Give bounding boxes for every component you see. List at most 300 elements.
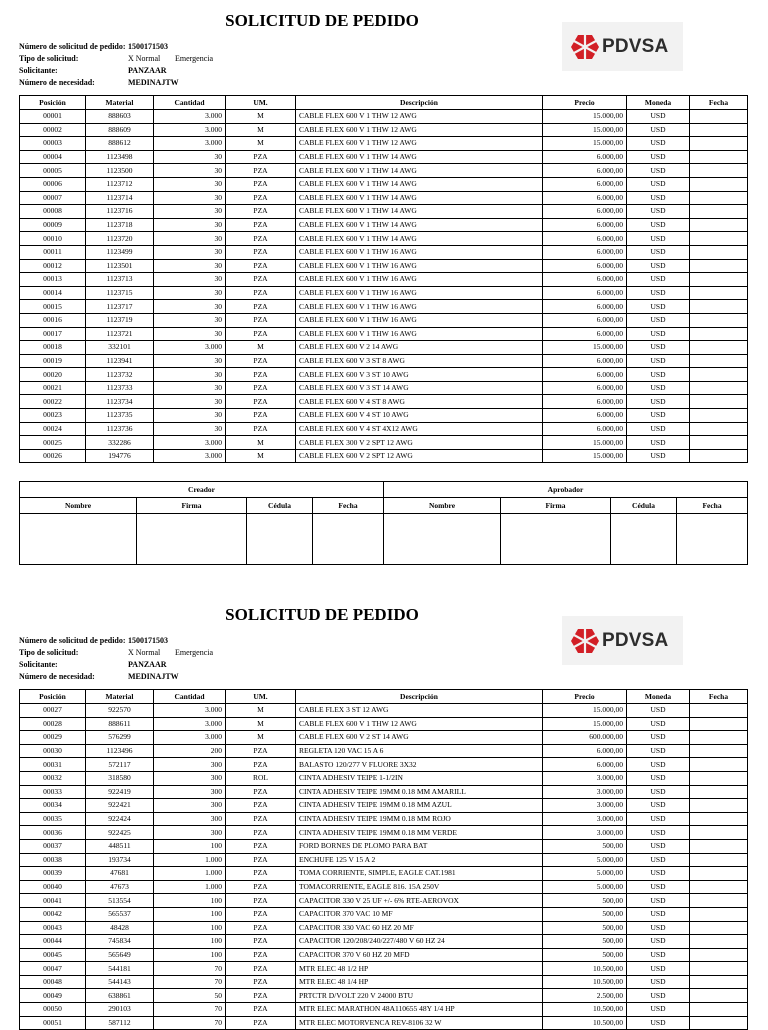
necesidad-value: MEDINAJTW — [128, 78, 179, 87]
cell-precio: 6.000,00 — [543, 286, 627, 300]
page-title: SOLICITUD DE PEDIDO — [225, 605, 419, 624]
cell-precio: 15.000,00 — [543, 436, 627, 450]
cell-posicion: 00021 — [20, 381, 86, 395]
sig-col-fecha: Fecha — [313, 498, 384, 514]
cell-posicion: 00009 — [20, 218, 86, 232]
cell-posicion: 00033 — [20, 785, 86, 799]
col-header-material: Material — [86, 690, 154, 704]
tipo-value: X Normal — [128, 648, 161, 657]
cell-cantidad: 300 — [154, 812, 226, 826]
table-row — [20, 449, 748, 463]
cell-cantidad: 3.000 — [154, 717, 226, 731]
table-row — [20, 839, 748, 853]
cell-posicion: 00036 — [20, 826, 86, 840]
cell-fecha — [690, 826, 748, 840]
cell-cantidad: 70 — [154, 1016, 226, 1030]
table-row — [20, 150, 748, 164]
cell-fecha — [690, 921, 748, 935]
cell-cantidad: 100 — [154, 839, 226, 853]
signature-fields-row — [20, 514, 748, 565]
cell-um: PZA — [226, 150, 296, 164]
cell-posicion: 00050 — [20, 1003, 86, 1017]
cell-um: M — [226, 110, 296, 124]
cell-um: M — [226, 449, 296, 463]
table-row — [20, 354, 748, 368]
cell-descripcion: CAPACITOR 330 VAC 60 HZ 20 MF — [296, 921, 543, 935]
cell-moneda: USD — [627, 205, 690, 219]
table-row — [20, 731, 748, 745]
cell-cantidad: 30 — [154, 354, 226, 368]
cell-fecha — [690, 123, 748, 137]
items-table — [19, 95, 748, 463]
cell-descripcion: CABLE FLEX 600 V 1 THW 12 AWG — [296, 110, 543, 124]
cell-descripcion: CAPACITOR 330 V 25 UF +/- 6% RTE-AEROVOX — [296, 894, 543, 908]
cell-descripcion: CABLE FLEX 600 V 2 ST 14 AWG — [296, 731, 543, 745]
cell-um: PZA — [226, 758, 296, 772]
cell-um: PZA — [226, 894, 296, 908]
necesidad-label: Número de necesidad: — [19, 672, 95, 681]
cell-posicion: 00014 — [20, 286, 86, 300]
cell-um: PZA — [226, 381, 296, 395]
cell-precio: 10.500,00 — [543, 975, 627, 989]
cell-um: M — [226, 341, 296, 355]
cell-material: 1123717 — [86, 300, 154, 314]
col-header-fecha: Fecha — [690, 96, 748, 110]
creador-cedula-field[interactable] — [247, 514, 313, 565]
cell-material: 745834 — [86, 935, 154, 949]
cell-posicion: 00020 — [20, 368, 86, 382]
cell-material: 1123941 — [86, 354, 154, 368]
cell-descripcion: MTR ELEC MOTORVENCA REV-8106 32 W — [296, 1016, 543, 1030]
table-row — [20, 758, 748, 772]
col-header-moneda: Moneda — [627, 96, 690, 110]
signature-group-row — [20, 482, 748, 498]
logo-text: PDVSA — [602, 36, 669, 57]
cell-um: ROL — [226, 771, 296, 785]
cell-moneda: USD — [627, 218, 690, 232]
cell-cantidad: 100 — [154, 921, 226, 935]
cell-um: PZA — [226, 853, 296, 867]
cell-precio: 6.000,00 — [543, 205, 627, 219]
cell-fecha — [690, 785, 748, 799]
cell-moneda: USD — [627, 191, 690, 205]
cell-cantidad: 100 — [154, 948, 226, 962]
cell-fecha — [690, 395, 748, 409]
col-header-material: Material — [86, 96, 154, 110]
col-header-moneda: Moneda — [627, 690, 690, 704]
table-row — [20, 313, 748, 327]
cell-moneda: USD — [627, 731, 690, 745]
items-table — [19, 689, 748, 1030]
cell-moneda: USD — [627, 894, 690, 908]
cell-descripcion: CINTA ADHESIV TEIPE 19MM 0.18 MM ROJO — [296, 812, 543, 826]
table-row — [20, 935, 748, 949]
cell-fecha — [690, 381, 748, 395]
cell-fecha — [690, 812, 748, 826]
cell-material: 572117 — [86, 758, 154, 772]
cell-fecha — [690, 962, 748, 976]
cell-precio: 10.500,00 — [543, 1003, 627, 1017]
cell-material: 1123734 — [86, 395, 154, 409]
cell-cantidad: 30 — [154, 164, 226, 178]
sig-col-cedula-aprobador: Cédula — [611, 498, 677, 514]
cell-fecha — [690, 935, 748, 949]
cell-precio: 15.000,00 — [543, 717, 627, 731]
cell-moneda: USD — [627, 948, 690, 962]
cell-precio: 15.000,00 — [543, 341, 627, 355]
cell-posicion: 00017 — [20, 327, 86, 341]
cell-descripcion: CABLE FLEX 600 V 3 ST 8 AWG — [296, 354, 543, 368]
cell-precio: 5.000,00 — [543, 867, 627, 881]
table-row — [20, 341, 748, 355]
cell-descripcion: CABLE FLEX 600 V 1 THW 12 AWG — [296, 717, 543, 731]
table-row — [20, 704, 748, 718]
table-row — [20, 436, 748, 450]
table-row — [20, 381, 748, 395]
cell-precio: 6.000,00 — [543, 354, 627, 368]
cell-descripcion: REGLETA 120 VAC 15 A 6 — [296, 744, 543, 758]
cell-cantidad: 70 — [154, 962, 226, 976]
cell-moneda: USD — [627, 259, 690, 273]
cell-cantidad: 70 — [154, 1003, 226, 1017]
cell-um: PZA — [226, 409, 296, 423]
cell-moneda: USD — [627, 436, 690, 450]
cell-precio: 500,00 — [543, 921, 627, 935]
cell-um: PZA — [226, 300, 296, 314]
cell-cantidad: 100 — [154, 935, 226, 949]
cell-precio: 600.000,00 — [543, 731, 627, 745]
cell-material: 1123496 — [86, 744, 154, 758]
aprobador-nombre-field[interactable] — [384, 514, 501, 565]
signature-col-row — [20, 498, 748, 514]
cell-fecha — [690, 989, 748, 1003]
cell-cantidad: 3.000 — [154, 704, 226, 718]
table-row — [20, 232, 748, 246]
cell-descripcion: TOMACORRIENTE, EAGLE 816. 15A 250V — [296, 880, 543, 894]
cell-precio: 15.000,00 — [543, 110, 627, 124]
cell-moneda: USD — [627, 110, 690, 124]
cell-cantidad: 1.000 — [154, 880, 226, 894]
cell-posicion: 00026 — [20, 449, 86, 463]
col-header-fecha: Fecha — [690, 690, 748, 704]
cell-um: M — [226, 731, 296, 745]
cell-posicion: 00027 — [20, 704, 86, 718]
numero-value: 1500171503 — [128, 42, 168, 51]
cell-material: 638861 — [86, 989, 154, 1003]
cell-um: PZA — [226, 935, 296, 949]
cell-moneda: USD — [627, 799, 690, 813]
cell-posicion: 00019 — [20, 354, 86, 368]
cell-descripcion: CABLE FLEX 600 V 1 THW 16 AWG — [296, 286, 543, 300]
cell-um: PZA — [226, 826, 296, 840]
cell-material: 332101 — [86, 341, 154, 355]
cell-moneda: USD — [627, 232, 690, 246]
sig-col-nombre-aprobador: Nombre — [384, 498, 501, 514]
aprobador-fecha-field[interactable] — [677, 514, 748, 565]
cell-cantidad: 3.000 — [154, 436, 226, 450]
cell-fecha — [690, 731, 748, 745]
cell-posicion: 00018 — [20, 341, 86, 355]
col-header-um: UM. — [226, 690, 296, 704]
cell-fecha — [690, 409, 748, 423]
col-header-precio: Precio — [543, 96, 627, 110]
cell-fecha — [690, 1016, 748, 1030]
table-row — [20, 771, 748, 785]
cell-cantidad: 30 — [154, 177, 226, 191]
cell-fecha — [690, 1003, 748, 1017]
cell-descripcion: MTR ELEC MARATHON 48A110655 48Y 1/4 HP — [296, 1003, 543, 1017]
cell-fecha — [690, 839, 748, 853]
cell-um: PZA — [226, 327, 296, 341]
signature-table — [19, 481, 748, 565]
cell-material: 1123735 — [86, 409, 154, 423]
cell-posicion: 00029 — [20, 731, 86, 745]
cell-moneda: USD — [627, 744, 690, 758]
col-header-cantidad: Cantidad — [154, 96, 226, 110]
cell-precio: 3.000,00 — [543, 799, 627, 813]
cell-moneda: USD — [627, 989, 690, 1003]
sig-col-cedula: Cédula — [247, 498, 313, 514]
table-row — [20, 717, 748, 731]
cell-material: 318580 — [86, 771, 154, 785]
cell-posicion: 00006 — [20, 177, 86, 191]
cell-posicion: 00049 — [20, 989, 86, 1003]
table-header-row — [20, 96, 748, 110]
table-row — [20, 989, 748, 1003]
cell-precio: 6.000,00 — [543, 259, 627, 273]
table-row — [20, 867, 748, 881]
cell-fecha — [690, 771, 748, 785]
cell-posicion: 00024 — [20, 422, 86, 436]
sig-col-firma-aprobador: Firma — [501, 498, 611, 514]
cell-descripcion: CABLE FLEX 600 V 1 THW 14 AWG — [296, 164, 543, 178]
cell-precio: 15.000,00 — [543, 137, 627, 151]
cell-material: 544143 — [86, 975, 154, 989]
col-header-um: UM. — [226, 96, 296, 110]
cell-cantidad: 30 — [154, 381, 226, 395]
col-header-cantidad: Cantidad — [154, 690, 226, 704]
cell-cantidad: 30 — [154, 409, 226, 423]
cell-precio: 6.000,00 — [543, 313, 627, 327]
cell-moneda: USD — [627, 286, 690, 300]
cell-moneda: USD — [627, 717, 690, 731]
cell-material: 448511 — [86, 839, 154, 853]
cell-um: PZA — [226, 880, 296, 894]
cell-posicion: 00044 — [20, 935, 86, 949]
cell-moneda: USD — [627, 177, 690, 191]
cell-posicion: 00025 — [20, 436, 86, 450]
cell-descripcion: MTR ELEC 48 1/2 HP — [296, 962, 543, 976]
cell-material: 1123501 — [86, 259, 154, 273]
cell-moneda: USD — [627, 935, 690, 949]
cell-fecha — [690, 799, 748, 813]
cell-posicion: 00016 — [20, 313, 86, 327]
cell-cantidad: 70 — [154, 975, 226, 989]
cell-material: 1123719 — [86, 313, 154, 327]
numero-label: Número de solicitud de pedido: — [19, 42, 126, 51]
cell-descripcion: CABLE FLEX 600 V 4 ST 4X12 AWG — [296, 422, 543, 436]
cell-material: 1123732 — [86, 368, 154, 382]
table-row — [20, 894, 748, 908]
cell-posicion: 00005 — [20, 164, 86, 178]
cell-material: 888612 — [86, 137, 154, 151]
sig-col-fecha-aprobador: Fecha — [677, 498, 748, 514]
cell-posicion: 00035 — [20, 812, 86, 826]
table-row — [20, 962, 748, 976]
cell-material: 290103 — [86, 1003, 154, 1017]
creador-header: Creador — [20, 482, 384, 498]
cell-cantidad: 30 — [154, 300, 226, 314]
cell-fecha — [690, 177, 748, 191]
cell-descripcion: CABLE FLEX 600 V 2 14 AWG — [296, 341, 543, 355]
cell-material: 48428 — [86, 921, 154, 935]
table-row — [20, 123, 748, 137]
cell-moneda: USD — [627, 123, 690, 137]
cell-material: 1123715 — [86, 286, 154, 300]
creador-firma-field[interactable] — [137, 514, 247, 565]
cell-posicion: 00022 — [20, 395, 86, 409]
cell-descripcion: CABLE FLEX 600 V 1 THW 14 AWG — [296, 205, 543, 219]
cell-posicion: 00003 — [20, 137, 86, 151]
cell-fecha — [690, 150, 748, 164]
cell-material: 1123718 — [86, 218, 154, 232]
cell-posicion: 00002 — [20, 123, 86, 137]
cell-material: 922419 — [86, 785, 154, 799]
cell-moneda: USD — [627, 771, 690, 785]
cell-material: 565649 — [86, 948, 154, 962]
cell-um: PZA — [226, 799, 296, 813]
cell-posicion: 00051 — [20, 1016, 86, 1030]
cell-um: PZA — [226, 395, 296, 409]
table-row — [20, 259, 748, 273]
cell-descripcion: CABLE FLEX 600 V 1 THW 16 AWG — [296, 273, 543, 287]
cell-descripcion: PRTCTR D/VOLT 220 V 24000 BTU — [296, 989, 543, 1003]
cell-descripcion: CABLE FLEX 600 V 4 ST 10 AWG — [296, 409, 543, 423]
cell-descripcion: CABLE FLEX 600 V 1 THW 14 AWG — [296, 191, 543, 205]
cell-precio: 6.000,00 — [543, 381, 627, 395]
cell-um: PZA — [226, 259, 296, 273]
cell-fecha — [690, 232, 748, 246]
tipo-label: Tipo de solicitud: — [19, 54, 79, 63]
cell-moneda: USD — [627, 395, 690, 409]
table-row — [20, 286, 748, 300]
cell-cantidad: 200 — [154, 744, 226, 758]
cell-material: 1123498 — [86, 150, 154, 164]
cell-descripcion: CABLE FLEX 600 V 1 THW 16 AWG — [296, 245, 543, 259]
cell-material: 1123713 — [86, 273, 154, 287]
cell-precio: 15.000,00 — [543, 704, 627, 718]
cell-descripcion: MTR ELEC 48 1/4 HP — [296, 975, 543, 989]
necesidad-value: MEDINAJTW — [128, 672, 179, 681]
cell-descripcion: ENCHUFE 125 V 15 A 2 — [296, 853, 543, 867]
cell-fecha — [690, 286, 748, 300]
creador-nombre-field[interactable] — [20, 514, 137, 565]
cell-descripcion: CABLE FLEX 600 V 1 THW 12 AWG — [296, 137, 543, 151]
cell-posicion: 00013 — [20, 273, 86, 287]
cell-um: PZA — [226, 1003, 296, 1017]
aprobador-cedula-field[interactable] — [611, 514, 677, 565]
cell-cantidad: 30 — [154, 273, 226, 287]
cell-fecha — [690, 110, 748, 124]
cell-moneda: USD — [627, 975, 690, 989]
solicitante-value: PANZAAR — [128, 660, 167, 669]
cell-material: 194776 — [86, 449, 154, 463]
cell-um: PZA — [226, 744, 296, 758]
cell-descripcion: CAPACITOR 370 VAC 10 MF — [296, 907, 543, 921]
cell-precio: 3.000,00 — [543, 812, 627, 826]
cell-um: M — [226, 137, 296, 151]
cell-descripcion: CABLE FLEX 600 V 1 THW 16 AWG — [296, 300, 543, 314]
cell-moneda: USD — [627, 758, 690, 772]
cell-posicion: 00045 — [20, 948, 86, 962]
cell-um: PZA — [226, 368, 296, 382]
cell-precio: 6.000,00 — [543, 232, 627, 246]
cell-material: 922425 — [86, 826, 154, 840]
cell-cantidad: 3.000 — [154, 110, 226, 124]
table-row — [20, 812, 748, 826]
cell-material: 1123499 — [86, 245, 154, 259]
cell-fecha — [690, 341, 748, 355]
col-header-precio: Precio — [543, 690, 627, 704]
aprobador-firma-field[interactable] — [501, 514, 611, 565]
cell-cantidad: 3.000 — [154, 731, 226, 745]
cell-precio: 500,00 — [543, 839, 627, 853]
cell-moneda: USD — [627, 826, 690, 840]
cell-material: 1123733 — [86, 381, 154, 395]
pdvsa-logo — [562, 22, 683, 71]
table-row — [20, 799, 748, 813]
cell-precio: 10.500,00 — [543, 962, 627, 976]
cell-precio: 3.000,00 — [543, 826, 627, 840]
table-row — [20, 327, 748, 341]
cell-posicion: 00008 — [20, 205, 86, 219]
cell-precio: 500,00 — [543, 907, 627, 921]
pdvsa-hexagon-icon — [571, 35, 599, 59]
cell-material: 1123500 — [86, 164, 154, 178]
table-row — [20, 422, 748, 436]
cell-cantidad: 30 — [154, 245, 226, 259]
cell-material: 193734 — [86, 853, 154, 867]
cell-precio: 6.000,00 — [543, 758, 627, 772]
cell-moneda: USD — [627, 150, 690, 164]
solicitante-value: PANZAAR — [128, 66, 167, 75]
cell-um: PZA — [226, 422, 296, 436]
cell-moneda: USD — [627, 921, 690, 935]
cell-moneda: USD — [627, 313, 690, 327]
cell-posicion: 00032 — [20, 771, 86, 785]
table-row — [20, 164, 748, 178]
creador-fecha-field[interactable] — [313, 514, 384, 565]
cell-cantidad: 3.000 — [154, 137, 226, 151]
cell-cantidad: 30 — [154, 422, 226, 436]
cell-posicion: 00042 — [20, 907, 86, 921]
cell-moneda: USD — [627, 341, 690, 355]
cell-cantidad: 30 — [154, 327, 226, 341]
cell-moneda: USD — [627, 409, 690, 423]
cell-posicion: 00028 — [20, 717, 86, 731]
cell-um: PZA — [226, 948, 296, 962]
tipo-value-emergencia: Emergencia — [175, 648, 214, 657]
cell-um: PZA — [226, 839, 296, 853]
cell-descripcion: CABLE FLEX 600 V 1 THW 16 AWG — [296, 259, 543, 273]
cell-cantidad: 300 — [154, 785, 226, 799]
cell-material: 1123714 — [86, 191, 154, 205]
cell-precio: 3.000,00 — [543, 785, 627, 799]
cell-um: PZA — [226, 921, 296, 935]
cell-um: PZA — [226, 286, 296, 300]
cell-cantidad: 30 — [154, 191, 226, 205]
table-row — [20, 744, 748, 758]
